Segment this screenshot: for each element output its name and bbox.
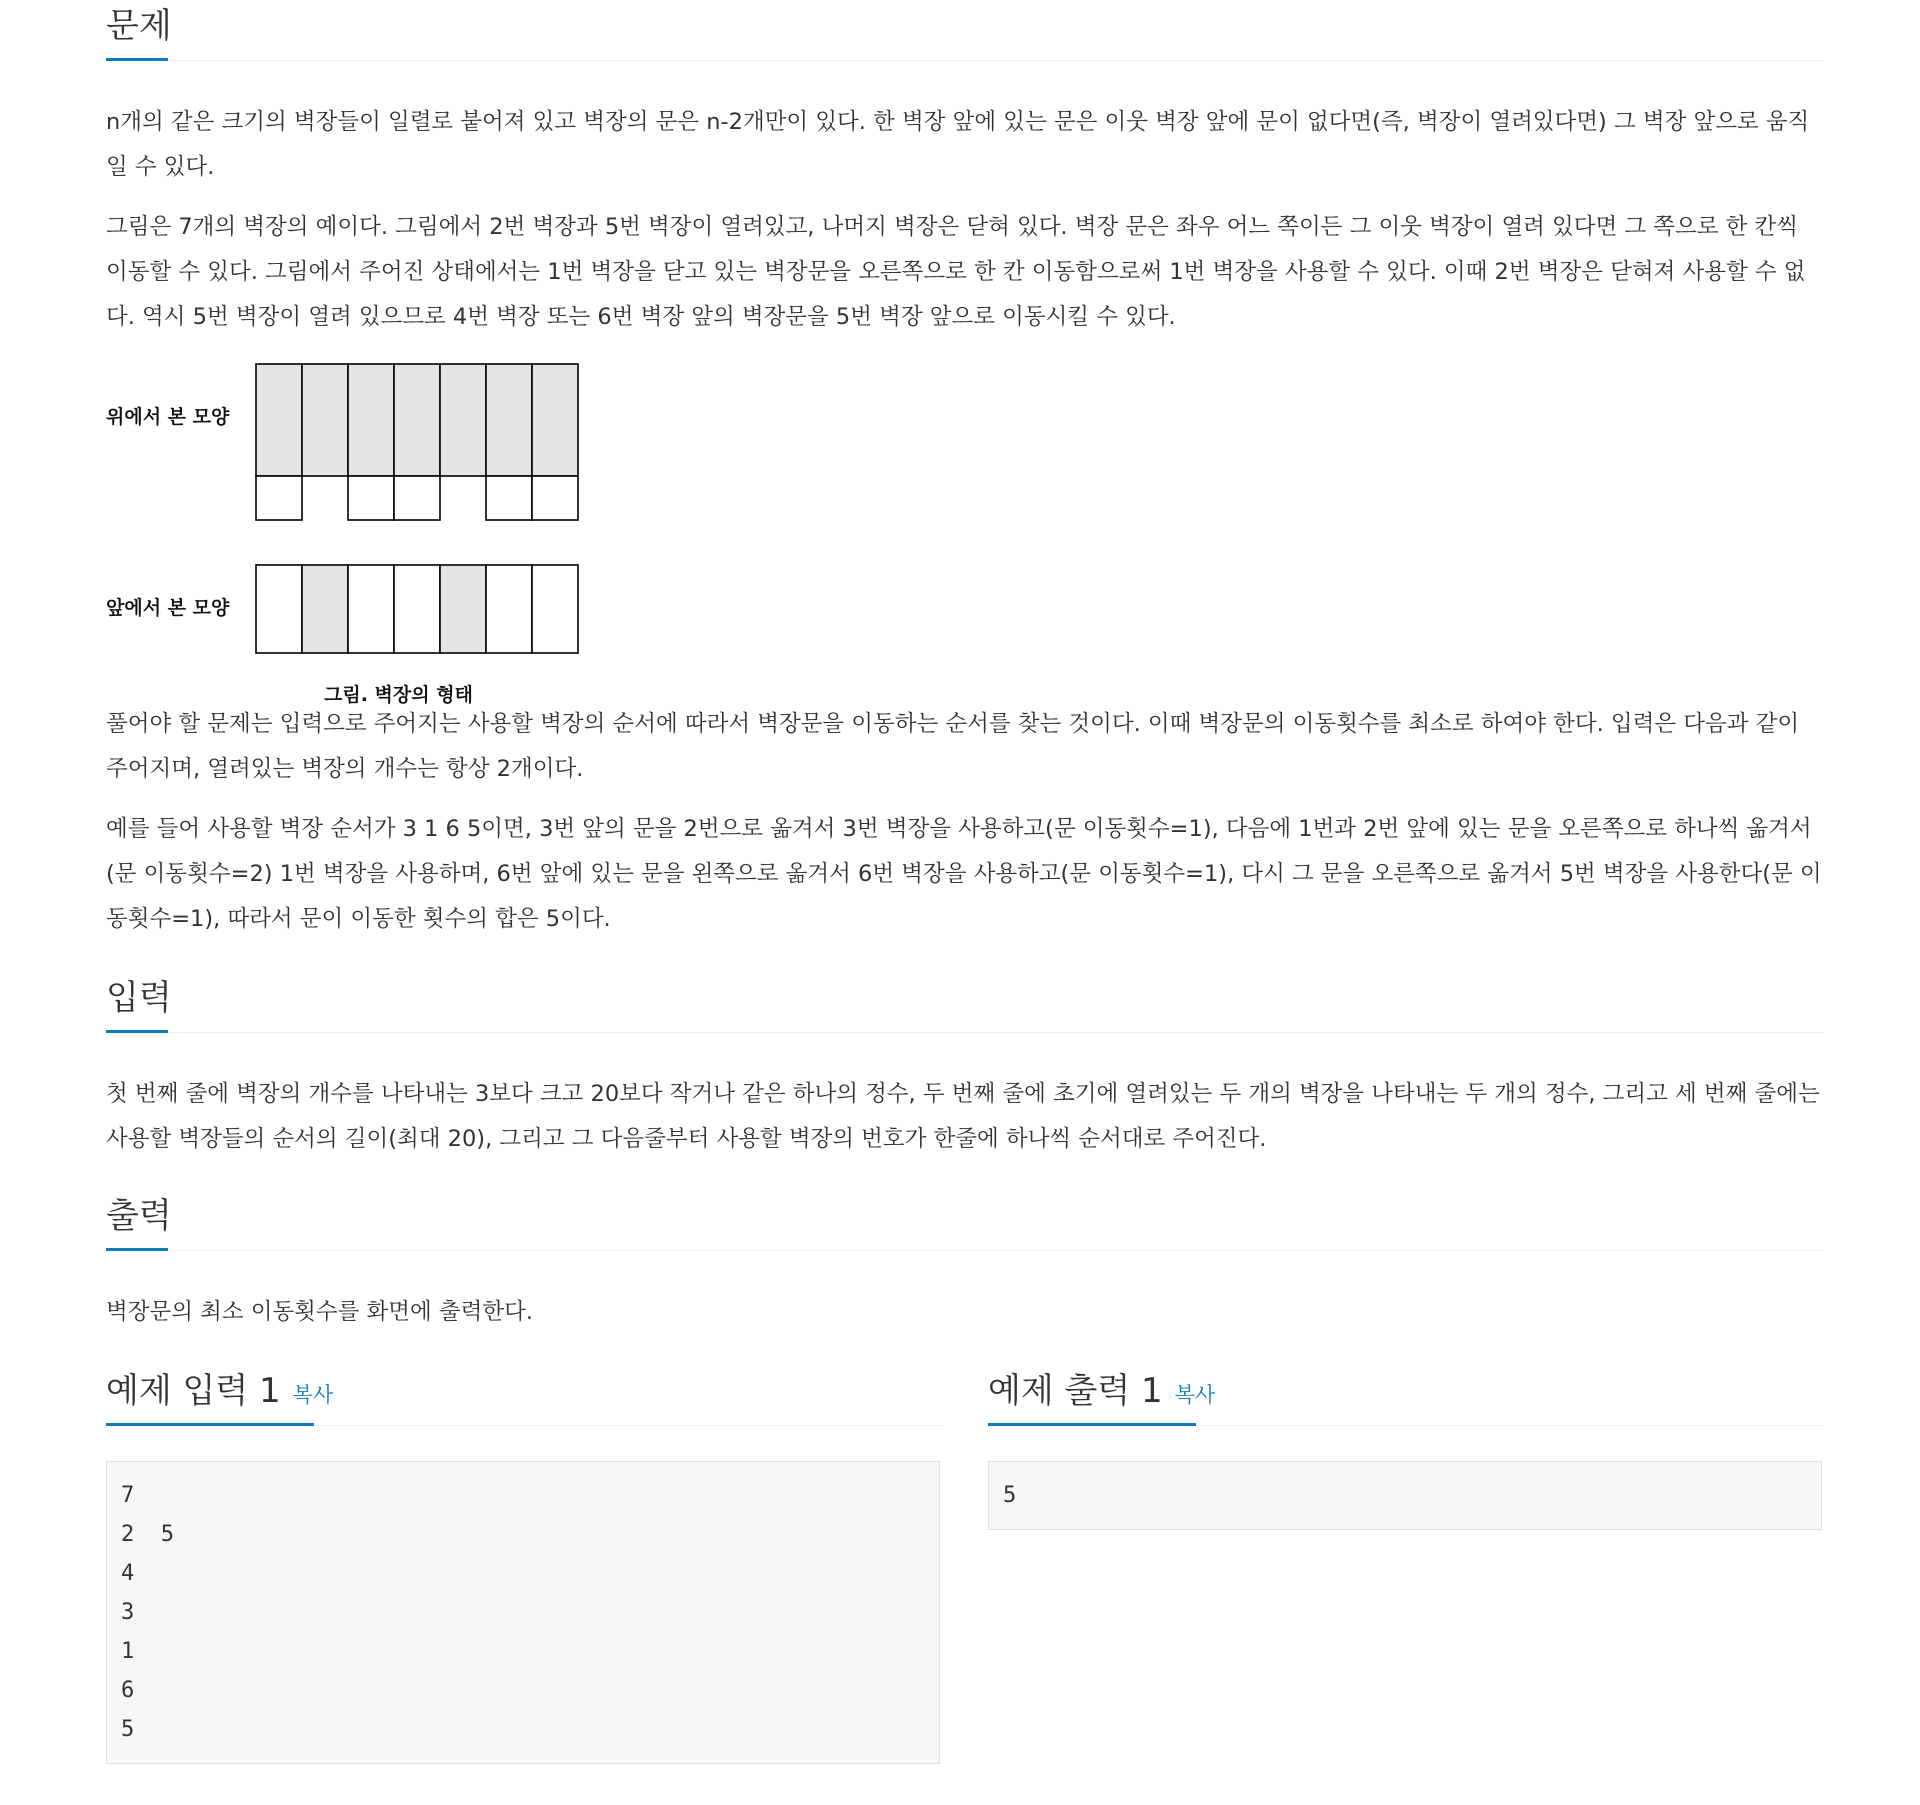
closet-body — [302, 364, 348, 476]
sample-input-title: 예제 입력 1 — [106, 1371, 281, 1411]
sample-input-copy-button[interactable]: 복사 — [292, 1383, 334, 1407]
figure-top-label: 위에서 본 모양 — [106, 406, 230, 428]
problem-headline — [106, 0, 1824, 61]
sample-input-title-row — [106, 1369, 333, 1417]
closet-diagram — [254, 362, 586, 672]
input-heading: 입력 — [106, 978, 172, 1018]
closet-door — [394, 476, 440, 520]
closet-door — [486, 476, 532, 520]
closet-front-view — [256, 565, 578, 653]
closet-figure — [106, 362, 1824, 706]
output-headline — [106, 1190, 1824, 1251]
closet-body — [348, 364, 394, 476]
closet-body — [440, 364, 486, 476]
problem-heading-underline — [106, 58, 168, 61]
closed-door — [348, 565, 394, 653]
problem-paragraph: 풀어야 할 문제는 입력으로 주어지는 사용할 벽장의 순서에 따라서 벽장문을 이동하는 순서를 찾는 것이다. 이때 벽장문의 이동횟수를 최소로 하여야 한다. 입력은 다음과 같이 주어지며, 열려있는 벽장의 개수는 항상 2개이다. — [106, 711, 1800, 782]
sample-input-content[interactable]: 7 2 5 4 3 1 6 5 — [106, 1461, 940, 1764]
figure-caption: 그림. 벽장의 형태 — [324, 684, 473, 706]
sample-output-copy-button[interactable]: 복사 — [1174, 1383, 1216, 1407]
problem-paragraph: 그림은 7개의 벽장의 예이다. 그림에서 2번 벽장과 5번 벽장이 열려있고, 나머지 벽장은 닫혀 있다. 벽장 문은 좌우 어느 쪽이든 그 이웃 벽장이 열려 있다면 그 쪽으로 한 칸씩 이동할 수 있다. 그림에서 주어진 상태에서는 1번 벽장을 닫고 있는 벽장문을 오른쪽으로 한 칸 이동함으로써 1번 벽장을 사용할 수 있다. 이때 2번 벽장은 닫혀져 사용할 수 없다. 역시 5번 벽장이 열려 있으므로 4번 벽장 또는 6번 벽장 앞의 벽장문을 5번 벽장 앞으로 이동시킬 수 있다. — [106, 214, 1806, 330]
sample-input-underline — [106, 1423, 314, 1426]
sample-output-title-row — [988, 1369, 1215, 1417]
problem-heading: 문제 — [106, 6, 172, 46]
closet-body — [394, 364, 440, 476]
output-heading-underline — [106, 1248, 168, 1251]
sample-section — [106, 1365, 1824, 1805]
closet-body — [532, 364, 578, 476]
sample-output-panel — [988, 1365, 1824, 1508]
closed-door — [486, 565, 532, 653]
closet-door — [256, 476, 302, 520]
closet-body — [486, 364, 532, 476]
problem-paragraph: 예를 들어 사용할 벽장 순서가 3 1 6 5이면, 3번 앞의 문을 2번으로 옮겨서 3번 벽장을 사용하고(문 이동횟수=1), 다음에 1번과 2번 앞에 있는 문을 오른쪽으로 하나씩 옮겨서(문 이동횟수=2) 1번 벽장을 사용하며, 6번 앞에 있는 문을 왼쪽으로 옮겨서 6번 벽장을 사용하고(문 이동횟수=1), 다시 그 문을 오른쪽으로 옮겨서 5번 벽장을 사용한다(문 이동횟수=1), 따라서 문이 이동한 횟수의 합은 5이다. — [106, 816, 1822, 932]
problem-paragraph: n개의 같은 크기의 벽장들이 일렬로 붙어져 있고 벽장의 문은 n-2개만이 있다. 한 벽장 앞에 있는 문은 이웃 벽장 앞에 문이 없다면(즉, 벽장이 열려있다면) 그 벽장 앞으로 움직일 수 있다. — [106, 109, 1810, 180]
open-closet — [302, 565, 348, 653]
closet-body — [256, 364, 302, 476]
sample-output-headline — [988, 1365, 1824, 1426]
closet-top-view — [256, 364, 578, 520]
problem-body — [106, 0, 1824, 1805]
input-heading-underline — [106, 1030, 168, 1033]
open-closet — [440, 565, 486, 653]
figure-front-label: 앞에서 본 모양 — [106, 597, 230, 619]
output-description: 벽장문의 최소 이동횟수를 화면에 출력한다. — [106, 1299, 533, 1325]
input-description: 첫 번째 줄에 벽장의 개수를 나타내는 3보다 크고 20보다 작거나 같은 하나의 정수, 두 번째 줄에 초기에 열려있는 두 개의 벽장을 나타내는 두 개의 정수, 그리고 세 번째 줄에는 사용할 벽장들의 순서의 길이(최대 20), 그리고 그 다음줄부터 사용할 벽장의 번호가 한줄에 하나씩 순서대로 주어진다. — [106, 1081, 1820, 1152]
input-headline — [106, 972, 1824, 1033]
sample-output-underline — [988, 1423, 1196, 1426]
sample-output-content[interactable]: 5 — [988, 1461, 1822, 1530]
sample-output-title: 예제 출력 1 — [988, 1371, 1163, 1411]
closed-door — [256, 565, 302, 653]
closet-door — [348, 476, 394, 520]
sample-input-headline — [106, 1365, 942, 1426]
output-heading: 출력 — [106, 1196, 172, 1236]
closet-door — [532, 476, 578, 520]
closed-door — [394, 565, 440, 653]
sample-input-panel — [106, 1365, 942, 1742]
closed-door — [532, 565, 578, 653]
